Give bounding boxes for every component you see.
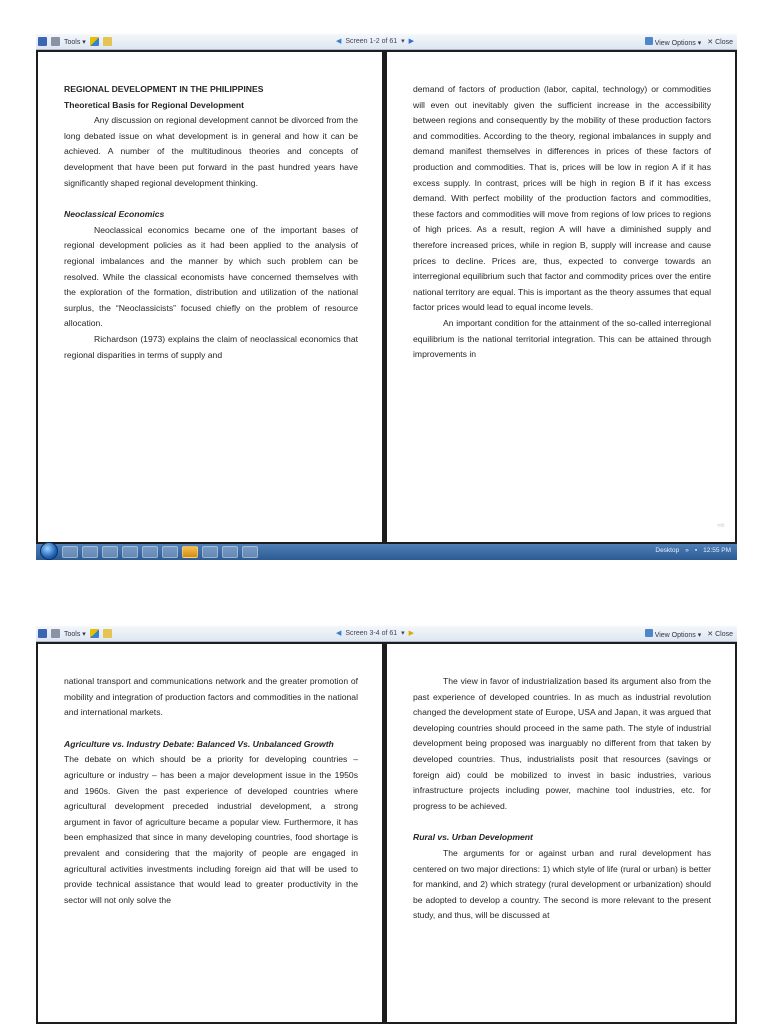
page-area xyxy=(36,50,737,544)
close-button[interactable]: ✕ Close xyxy=(707,631,733,638)
view-options-icon xyxy=(645,629,653,637)
paragraph: Any discussion on regional development cannot be divorced from the long debated issue on what development is in general and how it can be achieved. A number of the multitudinous theories and concepts of development that have been put forward in the past hundred years have significantly shaped regional development thinking. xyxy=(64,115,358,188)
close-button[interactable]: ✕ Close xyxy=(707,39,733,46)
taskbar-app-button[interactable] xyxy=(202,546,218,558)
close-label: Close xyxy=(715,39,733,46)
save-icon[interactable] xyxy=(38,629,47,638)
page-area xyxy=(36,642,737,1024)
section-heading: Agriculture vs. Industry Debate: Balanced Vs. Unbalanced Growth xyxy=(64,738,334,749)
tray-expand-icon[interactable]: » xyxy=(685,547,689,554)
screen-indicator[interactable]: Screen 1-2 of 61 xyxy=(345,37,398,45)
close-label: Close xyxy=(715,631,733,638)
comment-icon[interactable] xyxy=(103,629,112,638)
taskbar-app-button-active[interactable] xyxy=(182,546,198,558)
taskbar-app-button[interactable] xyxy=(122,546,138,558)
screen-indicator[interactable]: Screen 3-4 of 61 xyxy=(345,629,398,637)
taskbar xyxy=(36,544,737,560)
taskbar-app-button[interactable] xyxy=(82,546,98,558)
reader-window-1 xyxy=(36,34,737,560)
screen-dropdown-icon[interactable]: ▾ xyxy=(401,38,405,45)
view-options-label: View Options xyxy=(654,632,696,639)
taskbar-app-button[interactable] xyxy=(222,546,238,558)
view-options-icon xyxy=(645,37,653,45)
comment-icon[interactable] xyxy=(103,37,112,46)
highlight-icon[interactable] xyxy=(90,629,99,638)
tools-menu-label: Tools xyxy=(64,38,81,46)
print-icon[interactable] xyxy=(51,629,60,638)
tools-menu[interactable]: Tools ▾ xyxy=(64,630,86,638)
toolbar-right-group xyxy=(645,629,733,639)
tools-menu-label: Tools xyxy=(64,630,81,638)
view-options-button[interactable]: View Options ▾ xyxy=(645,37,702,47)
next-page-arrow-icon[interactable]: ⇨ xyxy=(717,520,725,531)
network-icon[interactable]: ▪ xyxy=(694,547,698,554)
start-button-icon[interactable] xyxy=(40,542,58,560)
document-title: REGIONAL DEVELOPMENT IN THE PHILIPPINES xyxy=(64,84,264,94)
paragraph: Richardson (1973) explains the claim of neoclassical economics that regional disparities in terms of supply and xyxy=(64,333,358,360)
section-heading: Theoretical Basis for Regional Development xyxy=(64,99,245,110)
paragraph: An important condition for the attainment of the so-called interregional equilibrium is the national territorial integration. This can be attained through improvements in xyxy=(413,317,711,360)
paragraph: The arguments for or against urban and rural development has centered on two major directions: 1) which style of life (rural or urban) is better for mankind, and 2) which strategy (rural development or urbanization) should be adopted to develop a country. The second is more relevant to the present study, and thus, will be discussed at xyxy=(413,847,711,921)
left-page xyxy=(38,644,382,1022)
right-page xyxy=(387,52,735,542)
reading-toolbar xyxy=(36,34,737,50)
desktop-toolbar-label[interactable]: Desktop xyxy=(655,547,680,554)
previous-screen-icon[interactable]: ◀ xyxy=(336,630,342,637)
paragraph: demand of factors of production (labor, capital, technology) or commodities will even out inevitably given the sufficient increase in the accessibility between regions and consequently by the mobility of these production factors and commodities. According to the theory, regional imbalances in supply and demand manifest themselves in differences in prices of these factors of production and commodities. That is, prices will be low in region A if it has excess supply. In contrast, prices will be high in region B if it has excess demand. With perfect mobility of the production factors and commodities, these factors and commodities will move from regions of low prices to regions of high prices. As a result, region A will have a diminished supply and therefore increased prices, while in region B, supply will increase and cause prices to decline. Prices are, thus, expected to converge towards an interregional equilibrium such that factor and commodity prices over the entire national territory are equal. This is important as the theory assumes that equal factor prices would lead to equal income levels. xyxy=(413,84,711,313)
tools-menu[interactable]: Tools ▾ xyxy=(64,38,86,46)
screen-navigator xyxy=(336,37,414,45)
taskbar-app-button[interactable] xyxy=(102,546,118,558)
paragraph: The view in favor of industrialization based its argument also from the past experience of developed countries. In as much as industrial revolution changed the development state of Europe, USA and Japan, it was argued that developing countries should proceed in the same path. The style of industrial development being proposed was inarguably no different from that taken by developed countries. Thus, industrialists posit that resources (savings or foreign aid) could be mobilized to invest in basic industries, various infrastructure projects including power, machine tool industries, etc. for progress to be achieved. xyxy=(413,676,711,811)
view-options-label: View Options xyxy=(654,40,696,47)
paragraph: The debate on which should be a priority for developing countries – agriculture or industry – has been a major development issue in the 1950s and 1960s. Given the past experience of developed countries where agricultural development preceded industrial development, a strong argument in favor of agriculture became a popular view. Furthermore, it has been emphasized that since in many developing countries, food shortage is prevalent and considering that the majority of people are engaged in agricultural activities investments including foreign aid that will be used to provide technical assistance that would lead to greater productivity in the sector will not only solve the xyxy=(64,754,358,905)
taskbar-app-button[interactable] xyxy=(62,546,78,558)
reading-toolbar xyxy=(36,626,737,642)
left-page xyxy=(38,52,382,542)
view-options-button[interactable]: View Options ▾ xyxy=(645,629,702,639)
screen-dropdown-icon[interactable]: ▾ xyxy=(401,630,405,637)
highlight-icon[interactable] xyxy=(90,37,99,46)
taskbar-app-button[interactable] xyxy=(162,546,178,558)
taskbar-app-button[interactable] xyxy=(242,546,258,558)
section-heading: Rural vs. Urban Development xyxy=(413,832,533,843)
next-screen-icon[interactable]: ▶ xyxy=(408,630,415,637)
clock[interactable]: 12:55 PM xyxy=(703,547,731,554)
toolbar-left-group xyxy=(38,37,112,46)
section-heading: Neoclassical Economics xyxy=(64,209,165,220)
paragraph: national transport and communications network and the greater promotion of mobility and integration of production factors and commodities in the national and international markets. xyxy=(64,676,358,718)
paragraph: Neoclassical economics became one of the important bases of regional development policies as it had been applied to the analysis of regional imbalances and the manner by which such problem can be resolved. While the classical economists have concerned themselves with the exploration of the formation, distribution and utilization of the national surplus, the “Neoclassicists” focused chiefly on the problem of resource allocation. xyxy=(64,224,358,329)
previous-screen-icon[interactable]: ◀ xyxy=(336,38,342,45)
right-page xyxy=(387,644,735,1022)
system-tray xyxy=(655,547,731,554)
toolbar-left-group xyxy=(38,629,112,638)
next-screen-icon[interactable]: ▶ xyxy=(408,38,415,45)
print-icon[interactable] xyxy=(51,37,60,46)
toolbar-right-group xyxy=(645,37,733,47)
save-icon[interactable] xyxy=(38,37,47,46)
taskbar-app-button[interactable] xyxy=(142,546,158,558)
reader-window-2 xyxy=(36,626,737,1024)
screen-navigator xyxy=(336,629,414,637)
